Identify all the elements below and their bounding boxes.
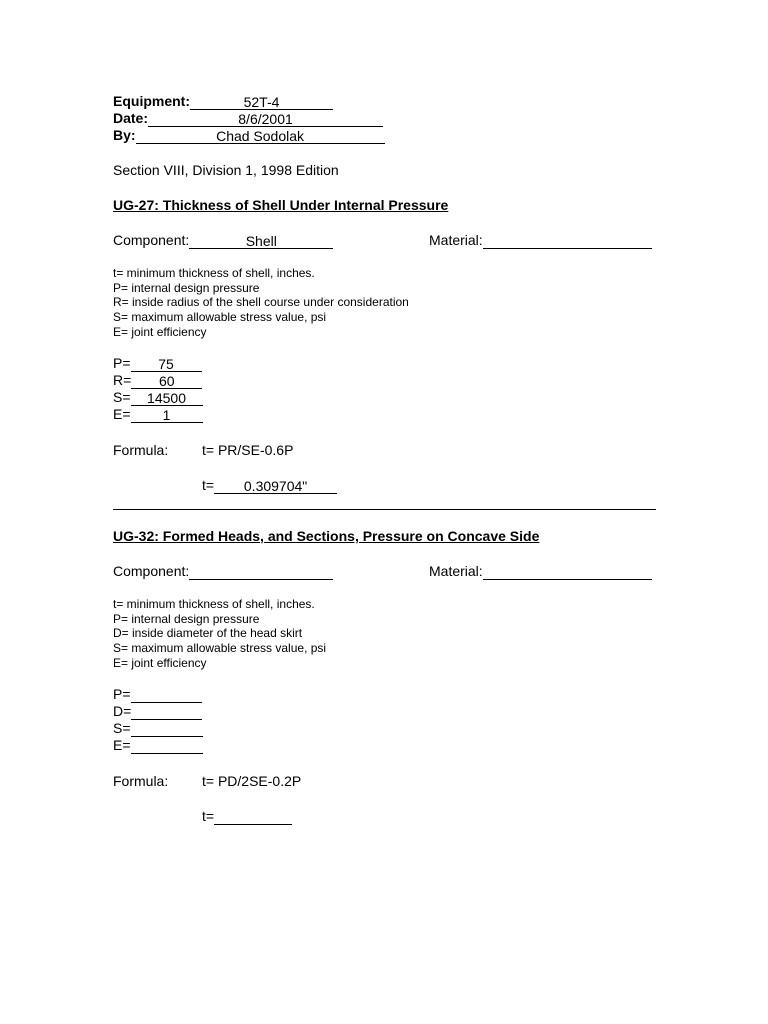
ug27-formula-label: Formula:: [113, 442, 169, 458]
ug27-result-field[interactable]: 0.309704": [214, 478, 337, 494]
ug32-variables: [113, 686, 203, 754]
ug27-variables: [113, 355, 203, 423]
variable-row: [113, 703, 203, 720]
ug27-material-label: Material:: [429, 232, 483, 248]
ug32-component-row: [113, 563, 333, 580]
section-divider: [113, 509, 656, 510]
definition-item: t= minimum thickness of shell, inches.: [113, 266, 315, 280]
ug32-formula: t= PD/2SE-0.2P: [202, 773, 302, 789]
variable-row: [113, 372, 203, 389]
ug32-result-label: t=: [202, 808, 215, 824]
header-block: [113, 93, 385, 144]
ug32-formula-label: Formula:: [113, 773, 169, 789]
variable-label: D=: [113, 703, 132, 719]
variable-row: [113, 355, 203, 372]
ug27-material-field[interactable]: [483, 233, 652, 249]
variable-label: S=: [113, 720, 131, 736]
ug27-title: UG-27: Thickness of Shell Under Internal Pressure: [113, 197, 449, 213]
ug27-component-label: Component:: [113, 232, 190, 248]
ug32-result-field[interactable]: [214, 809, 292, 825]
ug32-title: UG-32: Formed Heads, and Sections, Pressure on Concave Side: [113, 528, 540, 544]
variable-label: E=: [113, 406, 131, 422]
ug32-component-field[interactable]: [189, 564, 333, 580]
ug32-definitions: [113, 597, 326, 670]
variable-field[interactable]: 75: [131, 356, 202, 372]
ug27-result-label: t=: [202, 477, 215, 493]
variable-label: P=: [113, 686, 131, 702]
variable-field[interactable]: [131, 687, 202, 703]
ug27-formula: t= PR/SE-0.6P: [202, 442, 294, 458]
definition-item: S= maximum allowable stress value, psi: [113, 310, 327, 325]
variable-label: E=: [113, 737, 131, 753]
definition-item: P= internal design pressure: [113, 280, 260, 295]
definition-item: D= inside diameter of the head skirt: [113, 626, 303, 641]
date-field[interactable]: 8/6/2001: [148, 111, 383, 127]
variable-field[interactable]: [131, 704, 202, 720]
variable-field[interactable]: 1: [131, 407, 203, 423]
ug27-component-field[interactable]: Shell: [189, 233, 333, 249]
variable-row: [113, 686, 203, 703]
ug27-definitions: [113, 266, 409, 339]
variable-row: [113, 737, 203, 754]
definition-item: R= inside radius of the shell course under consideration: [113, 295, 409, 310]
variable-field[interactable]: [131, 738, 203, 754]
equipment-row: [113, 93, 385, 110]
definition-item: P= internal design pressure: [113, 611, 260, 626]
by-label: By:: [113, 127, 136, 143]
by-row: [113, 127, 385, 144]
variable-field[interactable]: [131, 721, 203, 737]
ug27-material-row: [429, 232, 652, 249]
date-label: Date:: [113, 110, 149, 126]
definition-item: t= minimum thickness of shell, inches.: [113, 597, 315, 611]
date-row: [113, 110, 385, 127]
definition-item: S= maximum allowable stress value, psi: [113, 641, 327, 656]
equipment-field[interactable]: 52T-4: [190, 94, 333, 110]
ug27-result-row: [202, 477, 337, 494]
ug27-component-row: [113, 232, 333, 249]
by-field[interactable]: Chad Sodolak: [136, 128, 385, 144]
ug32-material-field[interactable]: [483, 564, 652, 580]
definition-item: E= joint efficiency: [113, 324, 207, 339]
variable-row: [113, 720, 203, 737]
variable-row: [113, 389, 203, 406]
ug32-component-label: Component:: [113, 563, 190, 579]
variable-label: P=: [113, 355, 131, 371]
variable-row: [113, 406, 203, 423]
equipment-label: Equipment:: [113, 93, 190, 109]
variable-field[interactable]: 60: [131, 373, 202, 389]
definition-item: E= joint efficiency: [113, 655, 207, 670]
ug32-material-row: [429, 563, 652, 580]
edition-text: Section VIII, Division 1, 1998 Edition: [113, 162, 339, 178]
ug32-result-row: [202, 808, 292, 825]
variable-label: S=: [113, 389, 131, 405]
ug32-material-label: Material:: [429, 563, 483, 579]
variable-field[interactable]: 14500: [131, 390, 203, 406]
variable-label: R=: [113, 372, 132, 388]
